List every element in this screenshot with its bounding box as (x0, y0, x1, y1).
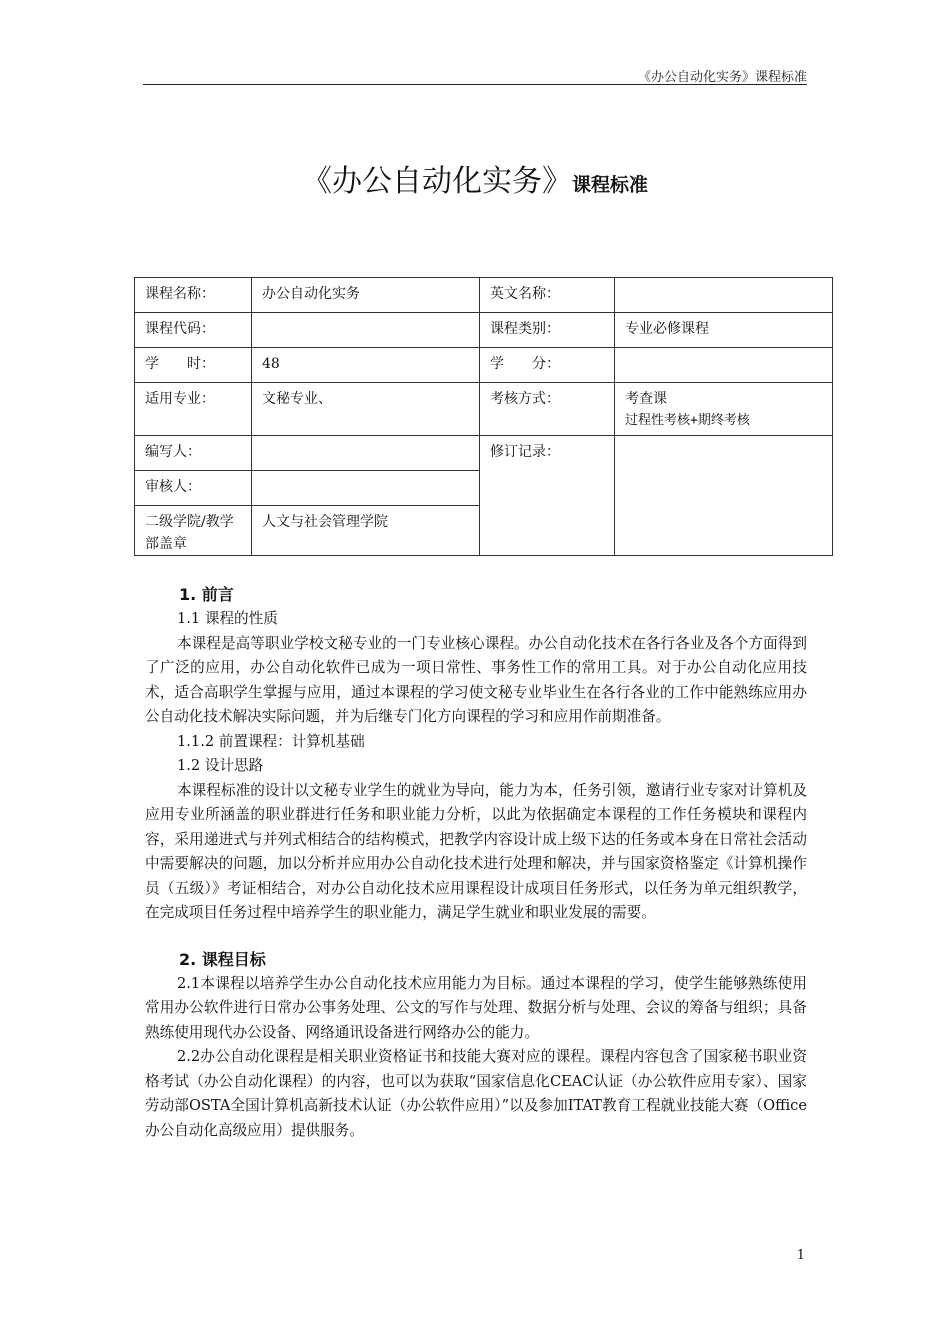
title-main: 《办公自动化实务》 (301, 164, 572, 199)
section-1-heading: 1. 前言 (179, 585, 234, 604)
reviewer-value (252, 471, 480, 506)
major-label: 适用专业： (135, 383, 252, 436)
table-row (135, 313, 833, 348)
assessment-line-2: 过程性考核+期终考核 (625, 413, 750, 428)
section-2-1-paragraph: 2.1本课程以培养学生办公自动化技术应用能力为目标。通过本课程的学习，使学生能够熟练使用常用办公软件进行日常办公事务处理、公文的写作与处理、数据分析与处理、会议的筹备与组织；具备熟练使用现代办公设备、网络通讯设备进行网络办公的能力。 (145, 974, 807, 1041)
table-row (135, 383, 833, 436)
section-2-2-paragraph: 2.2办公自动化课程是相关职业资格证书和技能大赛对应的课程。课程内容包含了国家秘书职业资格考试（办公自动化课程）的内容，也可以为获取“国家信息化CEAC认证（办公软件应用专家）、国家劳动部OSTA全国计算机高新技术认证（办公软件应用）”以及参加ITAT教育工程就业技能大赛（Office办公自动化高级应用）提供服务。 (145, 1048, 807, 1139)
credits-value (615, 348, 833, 383)
table-row (135, 348, 833, 383)
author-value (252, 436, 480, 471)
section-1-2-paragraph: 本课程标准的设计以文秘专业学生的就业为导向，能力为本，任务引领，邀请行业专家对计算机及应用专业所涵盖的职业群进行任务和职业能力分析，以此为依据确定本课程的工作任务模块和课程内容，采用递进式与并列式相结合的结构模式，把教学内容设计成上级下达的任务或本身在日常社会活动中需要解决的问题，加以分析并应用办公自动化技术进行处理和解决，并与国家资格鉴定《计算机操作员（五级）》考证相结合，对办公自动化技术应用课程设计成项目任务形式，以任务为单元组织教学，在完成项目任务过程中培养学生的职业能力，满足学生就业和职业发展的需要。 (145, 781, 807, 921)
reviewer-label: 审核人： (135, 471, 252, 506)
title-suffix: 课程标准 (571, 174, 648, 196)
assessment-line-1: 考查课 (625, 391, 667, 407)
hours-label: 学 时： (135, 348, 252, 383)
prerequisite-line: 1.1.2 前置课程：计算机基础 (177, 732, 365, 750)
section-2-heading: 2. 课程目标 (179, 949, 266, 969)
seal-label: 二级学院/教学部盖章 (135, 506, 252, 556)
page-number: 1 (796, 1248, 805, 1263)
seal-value: 人文与社会管理学院 (252, 506, 480, 556)
author-label: 编写人： (135, 436, 252, 471)
revision-label: 修订记录： (480, 436, 615, 556)
course-name-value: 办公自动化实务 (252, 278, 480, 313)
table-row (135, 436, 833, 471)
table-row (135, 278, 833, 313)
credits-label: 学 分： (480, 348, 615, 383)
hours-value: 48 (252, 348, 480, 383)
section-1-1-title: 1.1 课程的性质 (177, 610, 278, 627)
assessment-label: 考核方式： (480, 383, 615, 436)
english-name-label: 英文名称： (480, 278, 615, 313)
section-1-1-paragraph: 本课程是高等职业学校文秘专业的一门专业核心课程。办公自动化技术在各行各业及各个方面得到了广泛的应用，办公自动化软件已成为一项日常性、事务性工作的常用工具。对于办公自动化应用技术，适合高职学生掌握与应用，通过本课程的学习使文秘专业毕业生在各行各业的工作中能熟练应用办公自动化技术解决实际问题，并为后继专门化方向课程的学习和应用作前期准备。 (145, 634, 807, 725)
course-type-label: 课程类别： (480, 313, 615, 348)
running-header: 《办公自动化实务》课程标准 (637, 70, 807, 85)
header-rule (143, 84, 807, 85)
course-code-label: 课程代码： (135, 313, 252, 348)
english-name-value (615, 278, 833, 313)
course-name-label: 课程名称： (135, 278, 252, 313)
major-value: 文秘专业、 (252, 383, 480, 436)
assessment-value (615, 383, 833, 436)
body-content (145, 583, 807, 1143)
course-code-value (252, 313, 480, 348)
revision-value (615, 436, 833, 556)
course-type-value: 专业必修课程 (615, 313, 833, 348)
document-title (0, 156, 950, 200)
section-1-2-title: 1.2 设计思路 (177, 757, 264, 774)
course-info-table (134, 277, 833, 556)
